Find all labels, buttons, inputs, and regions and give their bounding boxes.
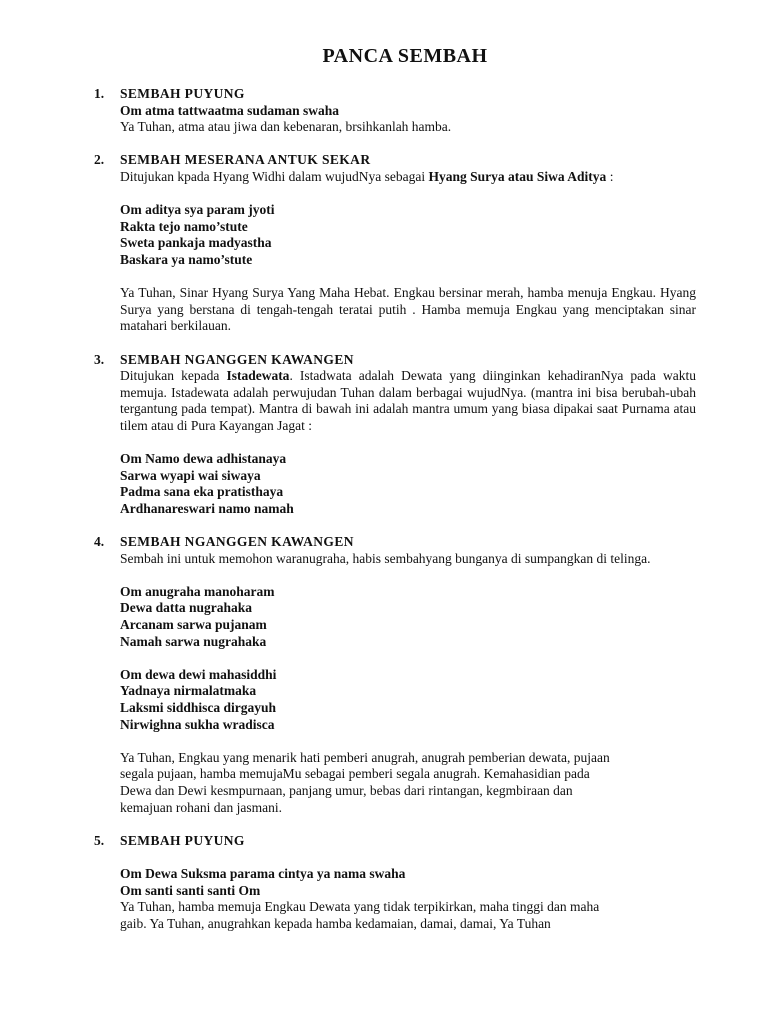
section-3 <box>94 352 696 518</box>
section-2 <box>94 152 696 335</box>
mantra-line: Sarwa wyapi wai siwaya <box>120 467 261 483</box>
mantra-line: Arcanam sarwa pujanam <box>120 617 267 632</box>
meaning-text: Ya Tuhan, Sinar Hyang Surya Yang Maha Hebat. Engkau bersinar merah, hamba menuja Engkau. Hyang Surya yang berstana di tengah-tengah teratai putih . Hamba memuja Engkau yang menciptakan sinar matahari berkilauan. <box>120 285 696 334</box>
mantra-line: Nirwighna sukha wradisca <box>120 716 275 732</box>
mantra-line: Om aditya sya param jyoti <box>120 202 275 218</box>
meaning-text <box>120 899 696 932</box>
mantra-line: Namah sarwa nugrahaka <box>120 633 267 649</box>
meaning-line: Ya Tuhan, Engkau yang menarik hati pemberi anugrah, anugrah pemberian dewata, pujaan <box>120 749 610 765</box>
intro-text-end: : <box>606 168 614 184</box>
intro-text: Sembah ini untuk memohon waranugraha, habis sembahyang bunganya di sumpangkan di telinga. <box>120 550 651 566</box>
intro-text-bold: Istadewata <box>226 368 290 384</box>
intro-text-start: Ditujukan kpada Hyang Widhi dalam wujudNya sebagai <box>120 168 429 184</box>
mantra-block <box>120 866 696 899</box>
section-heading: SEMBAH PUYUNG <box>120 832 245 848</box>
mantra-line: Padma sana eka pratisthaya <box>120 484 284 500</box>
mantra-line: Sweta pankaja madyastha <box>120 235 272 251</box>
mantra-block <box>120 667 696 733</box>
section-number: 3. <box>94 351 105 367</box>
mantra-block <box>120 202 696 268</box>
intro-text-end: . Istadwata adalah Dewata yang diinginkan kehadiranNya pada waktu memuja. Istadewata adalah perwujudan Tuhan dalam berbagai wujudNya. (mantra ini bisa berubah-ubah tergantung pada tempat). Mantra di bawah ini adalah mantra umum yang biasa dipakai saat Purnama atau tilem atau di Pura Kayangan Jagat : <box>120 368 696 433</box>
intro-text <box>120 368 696 434</box>
section-5 <box>94 833 696 933</box>
mantra-line: Baskara ya namo’stute <box>120 251 253 267</box>
mantra-line: Yadnaya nirmalatmaka <box>120 683 257 699</box>
section-heading: SEMBAH NGANGGEN KAWANGEN <box>120 534 354 550</box>
intro-text-start: Ditujukan kepada <box>120 368 227 384</box>
mantra-line: Dewa datta nugrahaka <box>120 600 253 616</box>
mantra-line: Ardhanareswari namo namah <box>120 500 294 516</box>
meaning-text: Ya Tuhan, atma atau jiwa dan kebenaran, brsihkanlah hamba. <box>120 119 452 135</box>
section-heading: SEMBAH MESERANA ANTUK SEKAR <box>120 152 371 168</box>
mantra-line: Rakta tejo namo’stute <box>120 218 248 234</box>
section-1 <box>94 86 696 136</box>
meaning-text <box>120 750 696 816</box>
meaning-line: kemajuan rohani dan jasmani. <box>120 799 282 815</box>
page-title: PANCA SEMBAH <box>322 45 488 67</box>
meaning-line: gaib. Ya Tuhan, anugrahkan kepada hamba kedamaian, damai, damai, Ya Tuhan <box>120 915 551 931</box>
mantra-text: Om atma tattwaatma sudaman swaha <box>120 102 339 118</box>
mantra-line: Om Dewa Suksma parama cintya ya nama swaha <box>120 865 406 881</box>
mantra-block <box>120 584 696 650</box>
section-heading: SEMBAH NGANGGEN KAWANGEN <box>120 351 354 367</box>
section-4 <box>94 534 696 816</box>
mantra-line: Om dewa dewi mahasiddhi <box>120 666 277 682</box>
mantra-line: Om santi santi santi Om <box>120 882 261 898</box>
section-number: 2. <box>94 152 105 168</box>
meaning-line: Ya Tuhan, hamba memuja Engkau Dewata yang tidak terpikirkan, maha tinggi dan maha <box>120 899 600 915</box>
mantra-line: Om anugraha manoharam <box>120 583 275 599</box>
mantra-line: Om Namo dewa adhistanaya <box>120 451 287 467</box>
mantra-line: Laksmi siddhisca dirgayuh <box>120 699 277 715</box>
mantra-block <box>120 451 696 517</box>
meaning-line: segala pujaan, hamba memujaMu sebagai pemberi segala anugrah. Kemahasidian pada <box>120 766 590 782</box>
intro-text-bold: Hyang Surya atau Siwa Aditya <box>428 168 607 184</box>
section-number: 5. <box>94 832 105 848</box>
section-number: 1. <box>94 86 105 101</box>
intro-text <box>120 169 696 186</box>
section-number: 4. <box>94 534 105 550</box>
meaning-line: Dewa dan Dewi kesmpurnaan, panjang umur, bebas dari rintangan, kegmbiraan dan <box>120 782 573 798</box>
section-heading: SEMBAH PUYUNG <box>120 86 245 101</box>
